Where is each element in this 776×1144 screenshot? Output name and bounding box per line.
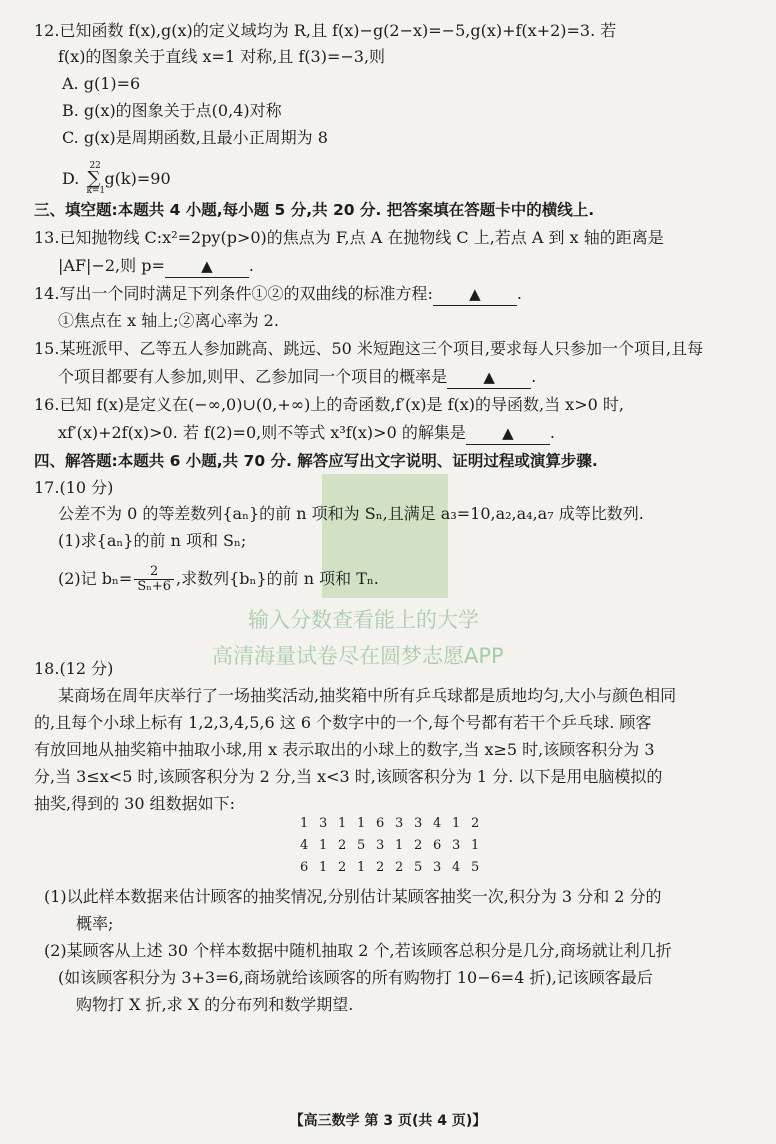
q16-line2-text: xf′(x)+2f(x)>0. 若 f(2)=0,则不等式 x³f(x)>0 的解集是 bbox=[58, 423, 466, 442]
table-cell: 2 bbox=[471, 816, 480, 831]
table-row bbox=[300, 860, 490, 875]
q13-line2 bbox=[58, 255, 254, 278]
table-cell: 6 bbox=[376, 816, 385, 831]
q18-text-line5: 抽奖,得到的 30 组数据如下: bbox=[34, 794, 236, 813]
q15-line2-text: 个项目都要有人参加,则甲、乙参加同一个项目的概率是 bbox=[58, 367, 448, 386]
fraction bbox=[134, 565, 174, 594]
q12-stem-line2: f(x)的图象关于直线 x=1 对称,且 f(3)=−3,则 bbox=[58, 47, 386, 66]
q12-option-d bbox=[62, 161, 171, 196]
table-cell: 3 bbox=[414, 816, 423, 831]
q18-part2-line3: 购物打 X 折,求 X 的分布列和数学期望. bbox=[76, 995, 354, 1014]
table-cell: 1 bbox=[471, 838, 480, 853]
fraction-numerator: 2 bbox=[134, 565, 174, 580]
section-fill-in-heading: 三、填空题:本题共 4 小题,每小题 5 分,共 20 分. 把答案填在答题卡中的横线上. bbox=[34, 201, 595, 219]
q13-line1: 13.已知抛物线 C:x²=2py(p>0)的焦点为 F,点 A 在抛物线 C 上,若点 A 到 x 轴的距离是 bbox=[34, 228, 664, 247]
page-footer: 【高三数学 第 3 页(共 4 页)】 bbox=[289, 1113, 487, 1129]
q12-option-a: A. g(1)=6 bbox=[62, 74, 141, 93]
q14-answer-blank bbox=[433, 283, 517, 306]
q18-part2-line2: (如该顾客积分为 3+3=6,商场就给该顾客的所有购物打 10−6=4 折),记该顾客最后 bbox=[58, 968, 653, 987]
table-cell: 3 bbox=[376, 838, 385, 853]
q14-line2: ①焦点在 x 轴上;②离心率为 2. bbox=[58, 311, 279, 330]
section-answer-heading: 四、解答题:本题共 6 小题,共 70 分. 解答应写出文字说明、证明过程或演算步骤. bbox=[34, 452, 598, 470]
q17-part2-pre: (2)记 bₙ= bbox=[58, 569, 133, 588]
q15-answer-blank bbox=[447, 366, 531, 389]
q18-heading: 18.(12 分) bbox=[34, 659, 114, 678]
table-cell: 4 bbox=[433, 816, 442, 831]
q17-part2-post: ,求数列{bₙ}的前 n 项和 Tₙ. bbox=[176, 569, 379, 588]
summation-upper: 22 bbox=[89, 161, 101, 171]
q18-text-line4: 分,当 3≤x<5 时,该顾客积分为 2 分,当 x<3 时,该顾客积分为 1 分. 以下是用电脑模拟的 bbox=[34, 767, 663, 786]
triangle-icon: ▲ bbox=[483, 368, 495, 386]
triangle-icon: ▲ bbox=[469, 285, 481, 303]
q18-text-line3: 有放回地从抽奖箱中抽取小球,用 x 表示取出的小球上的数字,当 x≥5 时,该顾客积分为 3 bbox=[34, 740, 655, 759]
triangle-icon: ▲ bbox=[201, 257, 213, 275]
q12-option-b: B. g(x)的图象关于点(0,4)对称 bbox=[62, 101, 282, 120]
q18-part2-line1: (2)某顾客从上述 30 个样本数据中随机抽取 2 个,若该顾客总积分是几分,商场就让利几折 bbox=[44, 941, 672, 960]
table-cell: 2 bbox=[395, 860, 404, 875]
q16-end: . bbox=[549, 423, 555, 442]
watermark-text-line1: 输入分数查看能上的大学 bbox=[248, 608, 479, 632]
q13-line2-text: |AF|−2,则 p= bbox=[58, 256, 165, 275]
table-cell: 1 bbox=[357, 816, 366, 831]
table-cell: 1 bbox=[319, 838, 328, 853]
table-cell: 1 bbox=[300, 816, 309, 831]
table-cell: 1 bbox=[338, 816, 347, 831]
q16-answer-blank bbox=[466, 422, 550, 445]
summation-symbol bbox=[84, 161, 106, 196]
q12-option-c: C. g(x)是周期函数,且最小正周期为 8 bbox=[62, 128, 328, 147]
table-cell: 4 bbox=[300, 838, 309, 853]
table-cell: 6 bbox=[300, 860, 309, 875]
table-cell: 1 bbox=[357, 860, 366, 875]
summation-lower: k=1 bbox=[86, 186, 106, 196]
table-cell: 1 bbox=[452, 816, 461, 831]
q12-option-d-prefix: D. bbox=[62, 169, 80, 188]
table-cell: 2 bbox=[376, 860, 385, 875]
table-cell: 2 bbox=[414, 838, 423, 853]
q17-heading: 17.(10 分) bbox=[34, 478, 114, 497]
table-cell: 3 bbox=[452, 838, 461, 853]
table-cell: 1 bbox=[395, 838, 404, 853]
table-cell: 3 bbox=[319, 816, 328, 831]
q13-answer-blank bbox=[165, 255, 249, 278]
q12-stem-line1: 12.已知函数 f(x),g(x)的定义域均为 R,且 f(x)−g(2−x)=−5,g(x)+f(x+2)=3. 若 bbox=[34, 21, 617, 40]
table-cell: 3 bbox=[433, 860, 442, 875]
q17-stem: 公差不为 0 的等差数列{aₙ}的前 n 项和为 Sₙ,且满足 a₃=10,a₂,a₄,a₇ 成等比数列. bbox=[58, 504, 644, 523]
fraction-denominator: Sₙ+6 bbox=[137, 579, 172, 594]
q18-text-line2: 的,且每个小球上标有 1,2,3,4,5,6 这 6 个数字中的一个,每个号都有若干个乒乓球. 顾客 bbox=[34, 713, 652, 732]
q16-line2 bbox=[58, 422, 555, 445]
sigma-icon: ∑ bbox=[87, 168, 101, 189]
q15-line2 bbox=[58, 366, 536, 389]
q12-option-d-body: g(k)=90 bbox=[104, 169, 171, 188]
table-cell: 5 bbox=[414, 860, 423, 875]
watermark-text-line2: 高清海量试卷尽在圆梦志愿APP bbox=[212, 644, 504, 668]
table-cell: 4 bbox=[452, 860, 461, 875]
table-cell: 5 bbox=[471, 860, 480, 875]
q15-line1: 15.某班派甲、乙等五人参加跳高、跳远、50 米短跑这三个项目,要求每人只参加一个项目,且每 bbox=[34, 339, 704, 358]
q13-end: . bbox=[248, 256, 254, 275]
q17-part1: (1)求{aₙ}的前 n 项和 Sₙ; bbox=[58, 531, 247, 550]
triangle-icon: ▲ bbox=[502, 424, 514, 442]
q18-text-line1: 某商场在周年庆举行了一场抽奖活动,抽奖箱中所有乒乓球都是质地均匀,大小与颜色相同 bbox=[58, 686, 677, 705]
q14-line1-text: 14.写出一个同时满足下列条件①②的双曲线的标准方程: bbox=[34, 284, 433, 303]
q18-part1-line1: (1)以此样本数据来估计顾客的抽奖情况,分别估计某顾客抽奖一次,积分为 3 分和 2 分的 bbox=[44, 887, 662, 906]
table-cell: 1 bbox=[319, 860, 328, 875]
table-cell: 3 bbox=[395, 816, 404, 831]
table-cell: 6 bbox=[433, 838, 442, 853]
q17-part2 bbox=[58, 565, 379, 594]
q14-end: . bbox=[516, 284, 522, 303]
table-row bbox=[300, 816, 490, 831]
q16-line1: 16.已知 f(x)是定义在(−∞,0)∪(0,+∞)上的奇函数,f′(x)是 f(x)的导函数,当 x>0 时, bbox=[34, 395, 624, 414]
table-cell: 2 bbox=[338, 860, 347, 875]
q14-line1 bbox=[34, 283, 522, 306]
q18-part1-line2: 概率; bbox=[76, 914, 114, 933]
table-cell: 2 bbox=[338, 838, 347, 853]
table-row bbox=[300, 838, 490, 853]
q15-end: . bbox=[531, 367, 537, 386]
table-cell: 5 bbox=[357, 838, 366, 853]
